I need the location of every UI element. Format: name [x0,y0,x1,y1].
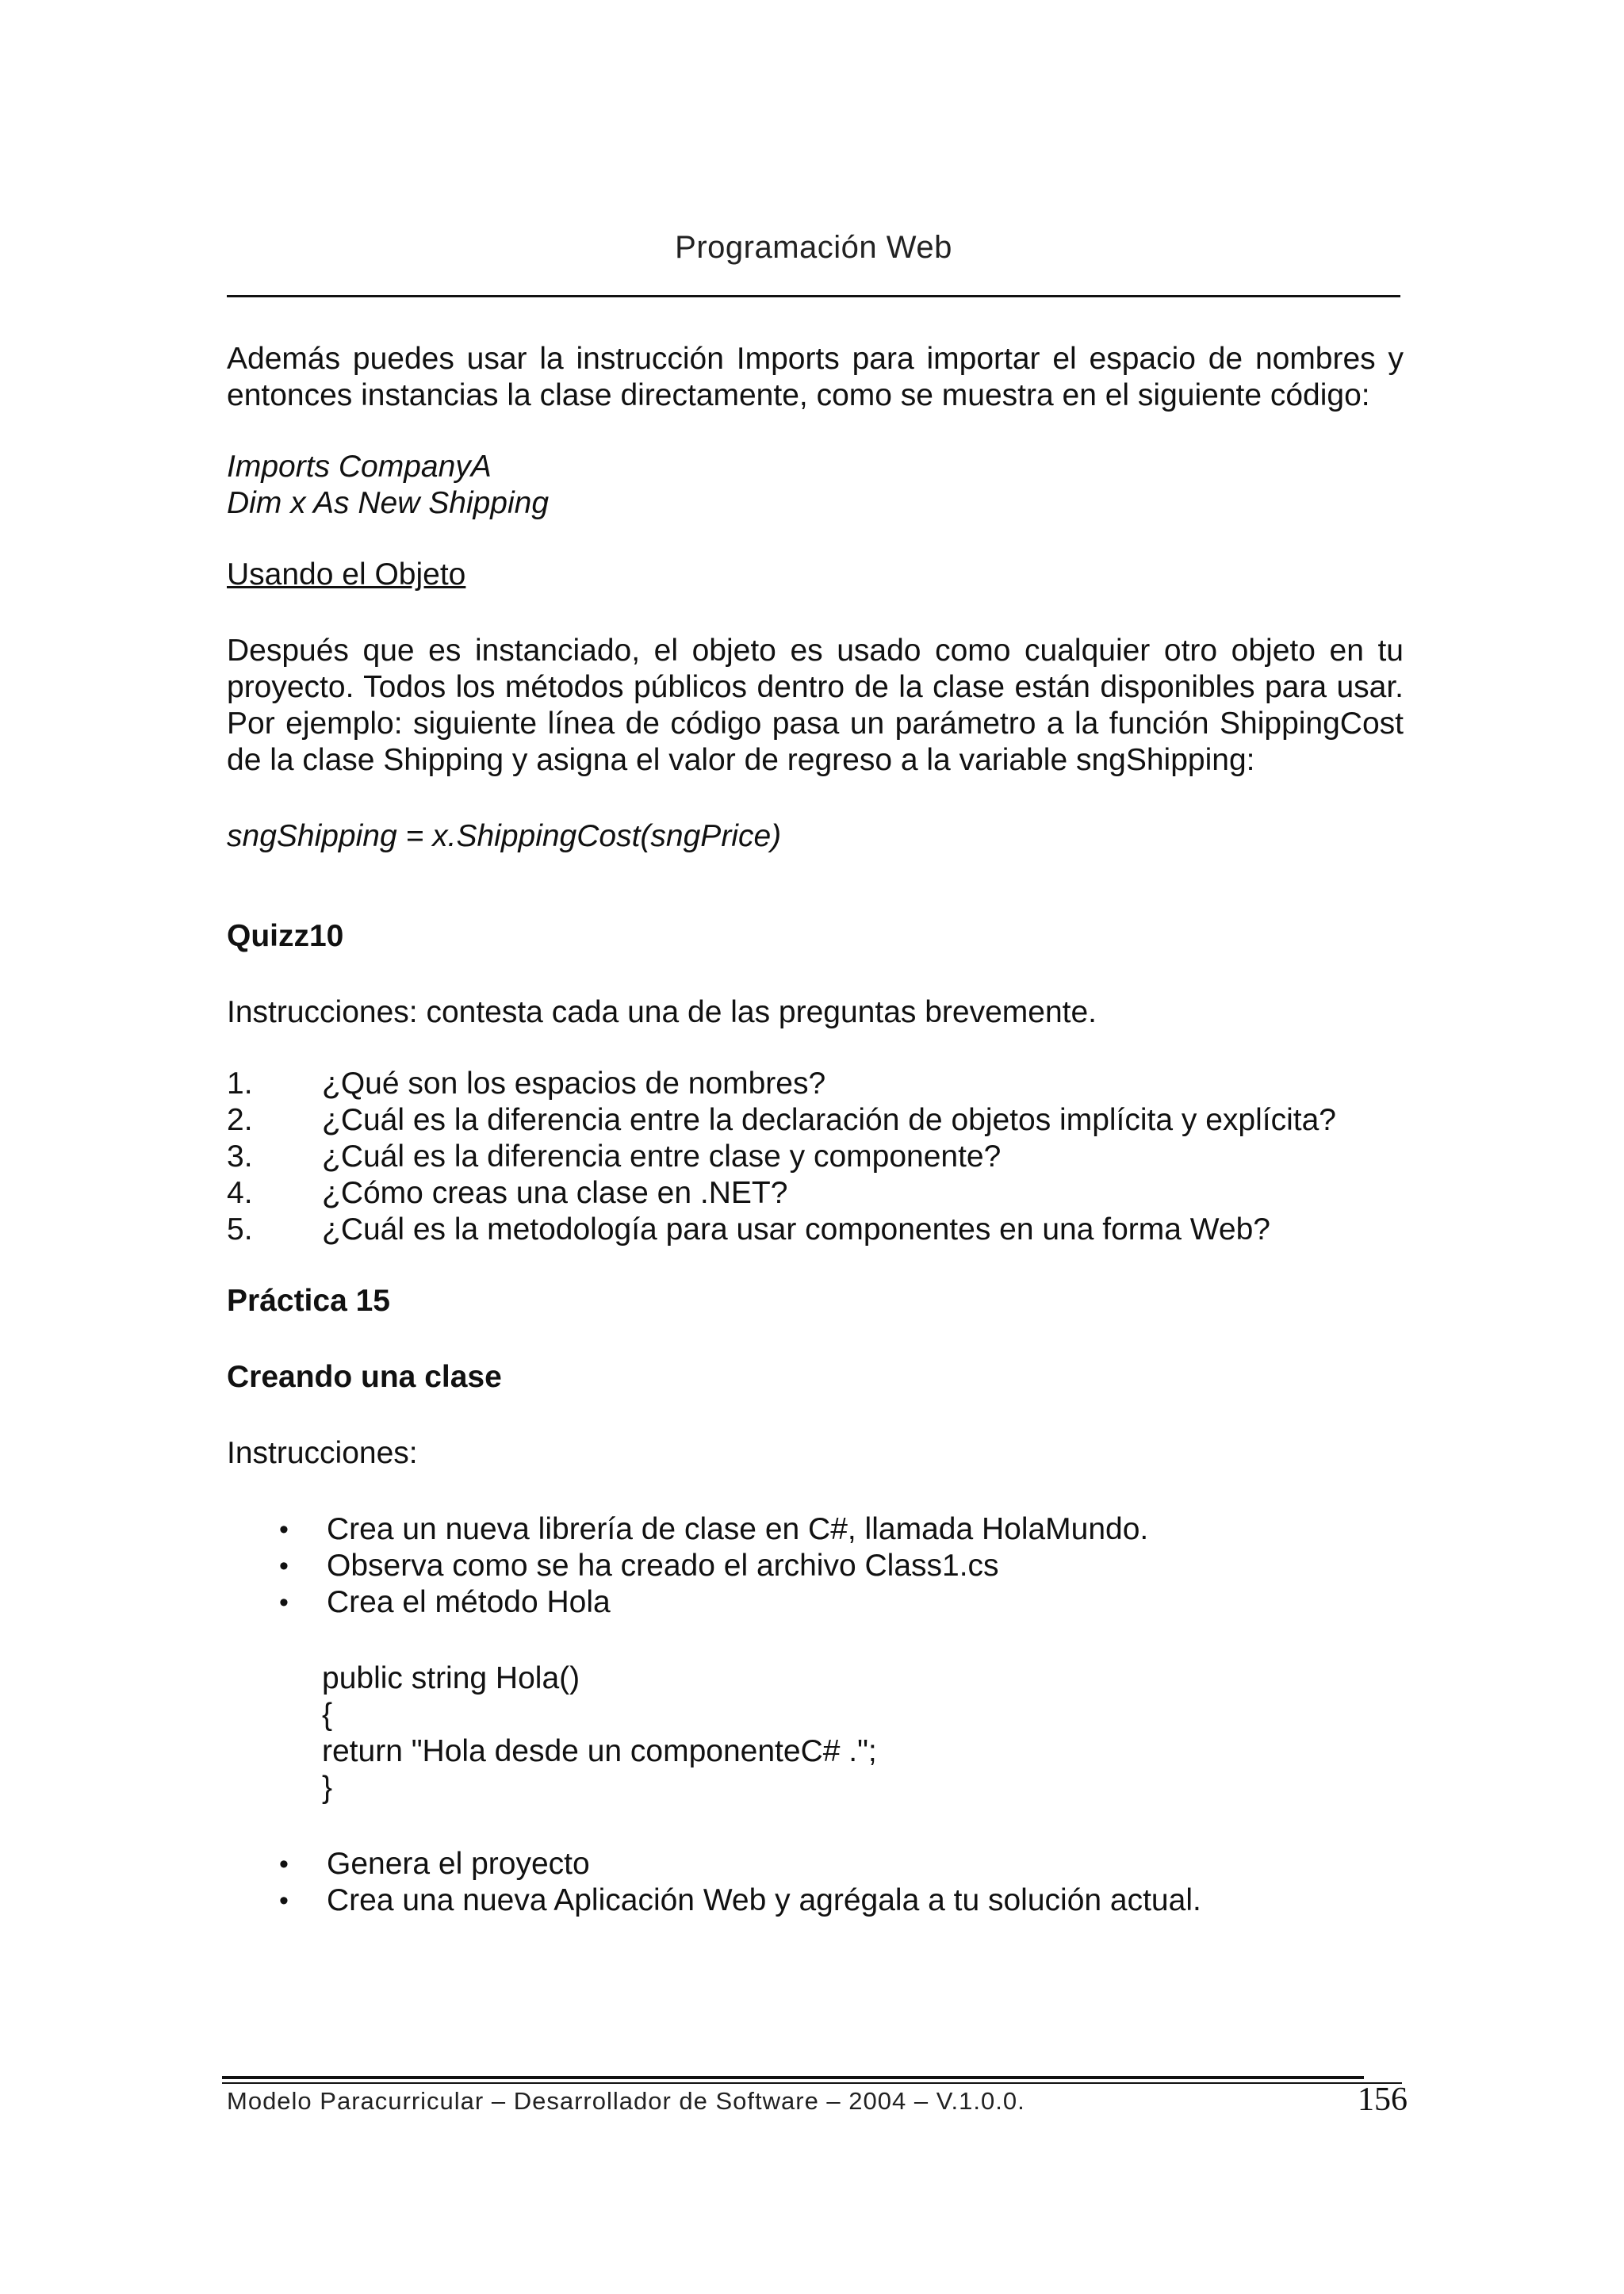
practice-instructions: Instrucciones: [227,1436,418,1470]
code-line: Imports CompanyA [227,450,492,484]
item-text: ¿Cuál es la metodología para usar componentes en una forma Web? [322,1212,1270,1247]
list-item [279,1584,1404,1621]
item-text: ¿Cómo creas una clase en .NET? [322,1176,788,1210]
practice-subtitle: Creando una clase [227,1360,502,1394]
page-header-title: Programación Web [675,230,952,265]
bullet-icon: • [279,1587,289,1618]
code-line: sngShipping = x.ShippingCost(sngPrice) [227,819,782,853]
list-item [279,1882,1404,1919]
quiz-title: Quizz10 [227,919,344,953]
header-rule [227,295,1400,297]
footer-rule [222,2076,1364,2079]
list-item [279,1548,1404,1584]
quiz-instructions: Instrucciones: contesta cada una de las preguntas brevemente. [227,995,1097,1029]
list-item [227,1175,1404,1212]
page-number: 156 [1358,2081,1408,2118]
item-text: Crea el método Hola [327,1585,611,1619]
list-item [279,1846,1404,1882]
bullet-icon: • [279,1551,289,1581]
code-line: Dim x As New Shipping [227,486,550,520]
item-text: ¿Cuál es la diferencia entre clase y componente? [322,1139,1002,1174]
code-line: { [322,1698,333,1732]
item-text: ¿Qué son los espacios de nombres? [322,1067,826,1101]
item-text: ¿Cuál es la diferencia entre la declaración de objetos implícita y explícita? [322,1103,1337,1137]
practice-steps [227,1511,1404,1621]
intro-paragraph: Además puedes usar la instrucción Imports para importar el espacio de nombres y entonces instancias la clase directamente, como se muestra en el siguiente código: [227,342,1404,412]
bullet-icon: • [279,1886,289,1916]
page-content [227,341,1404,1919]
footer-text: Modelo Paracurricular – Desarrollador de Software – 2004 – V.1.0.0. [227,2087,1025,2115]
section-heading-using-object: Usando el Objeto [227,557,466,592]
practice-title: Práctica 15 [227,1284,390,1318]
footer-rule [222,2082,1402,2084]
practice-steps [227,1846,1404,1919]
bullet-icon: • [279,1515,289,1545]
item-text: Observa como se ha creado el archivo Class1.cs [327,1549,999,1583]
list-item [227,1066,1404,1102]
quiz-questions [227,1066,1404,1248]
item-text: Crea un nueva librería de clase en C#, llamada HolaMundo. [327,1512,1149,1546]
item-text: Genera el proyecto [327,1847,590,1881]
item-number: 1. [227,1067,253,1101]
item-number: 2. [227,1103,253,1137]
list-item [227,1212,1404,1248]
list-item [227,1139,1404,1175]
item-number: 3. [227,1139,253,1174]
item-number: 4. [227,1176,253,1210]
code-line: public string Hola() [322,1661,580,1695]
list-item [227,1102,1404,1139]
code-line: return "Hola desde un componenteC# ."; [322,1734,877,1768]
list-item [279,1511,1404,1548]
item-text: Crea una nueva Aplicación Web y agrégala a tu solución actual. [327,1883,1201,1917]
code-line: } [322,1771,333,1805]
using-object-paragraph: Después que es instanciado, el objeto es usado como cualquier otro objeto en tu proyecto. Todos los métodos públicos dentro de la clase están disponibles para usar. Por ejemplo: siguiente línea de código pasa un parámetro a la función ShippingCost de la clase Shipping y asigna el valor de regreso a la variable sngShipping: [227,634,1404,777]
item-number: 5. [227,1212,253,1247]
code-block [227,1660,1404,1806]
bullet-icon: • [279,1849,289,1879]
